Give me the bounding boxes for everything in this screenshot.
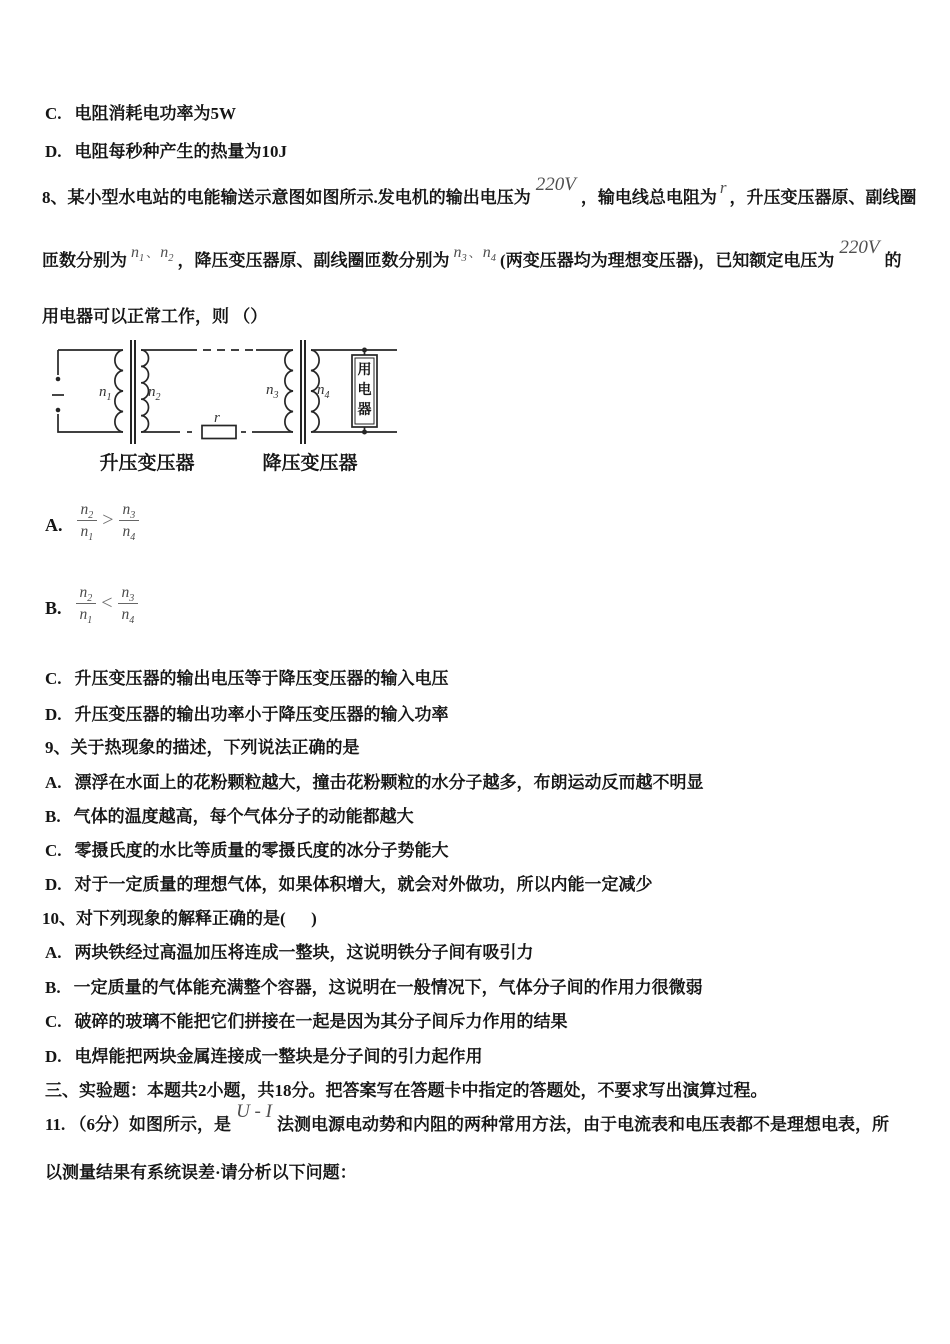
option-text: 气体的温度越高，每个气体分子的动能都越大 xyxy=(73,807,414,826)
option-letter: D. xyxy=(45,1047,62,1066)
q8-stem-line2: 匝数分别为 $n_1$ 、 $n_2$ ，降压变压器原、副线圈匝数分别为 $n_3$ 、 $n_4$ (两变压器均为理想变压器)，已知额定电压为220V的 xyxy=(42,237,902,270)
option-text: 电焊能把两块金属连接成一整块是分子间的引力起作用 xyxy=(74,1047,483,1066)
option-letter: A. xyxy=(45,773,62,792)
terminal-dot xyxy=(56,377,61,382)
option-text: 对于一定质量的理想气体，如果体积增大，就会对外做功，所以内能一定减少 xyxy=(74,875,653,894)
option-text: 升压变压器的输出电压等于降压变压器的输入电压 xyxy=(74,669,449,688)
label-resistor-r: r xyxy=(214,410,220,426)
junction-dot xyxy=(362,430,367,435)
appliance-char: 器 xyxy=(357,403,372,418)
option-letter: B. xyxy=(45,807,61,826)
section3-heading: 三、实验题：本题共2小题，共18分。把答案写在答题卡中指定的答题处，不要求写出演算过程。 xyxy=(45,1081,768,1100)
relation-sign: > xyxy=(102,509,114,532)
q10-stem: 10、对下列现象的解释正确的是( ) xyxy=(42,909,317,928)
appliance-char: 用 xyxy=(357,363,372,378)
q10-option-c xyxy=(45,1011,568,1032)
transformer-circuit-diagram xyxy=(50,334,405,479)
label-n2: $n_2$ xyxy=(148,384,161,403)
q10-option-b xyxy=(45,977,703,998)
option-letter: C. xyxy=(45,841,62,860)
label-n4: $n_4$ xyxy=(317,382,330,401)
label-stepdown-transformer: 降压变压器 xyxy=(262,453,358,474)
q8-option-c xyxy=(45,668,449,689)
option-text: 一定质量的气体能充满整个容器，这说明在一般情况下，气体分子间的作用力很微弱 xyxy=(73,978,703,997)
fraction-n2-n1: $\frac{n_2}{n_1}$ xyxy=(77,501,98,540)
junction-dot xyxy=(362,348,367,353)
q8-stem-line1: 8、某小型水电站的电能输送示意图如图所示.发电机的输出电压为220V，输电线总电阻为r，升压变压器原、副线圈 xyxy=(42,174,917,207)
option-letter: C. xyxy=(45,669,62,688)
coil-n3 xyxy=(285,350,293,432)
option-text: 电阻消耗电功率为5W xyxy=(74,104,237,123)
option-text: 电阻每秒种产生的热量为10J xyxy=(74,142,288,161)
formula-n3-n4: $n_3$ 、 $n_4$ xyxy=(453,244,497,265)
wire xyxy=(58,414,123,432)
appliance-char: 电 xyxy=(357,383,372,398)
q11-stem-line2: 以测量结果有系统误差·请分析以下问题： xyxy=(45,1163,357,1182)
option-text: 漂浮在水面上的花粉颗粒越大，撞击花粉颗粒的水分子越多，布朗运动反而越不明显 xyxy=(74,773,704,792)
q9-option-c xyxy=(45,840,449,861)
fraction-n3-n4: $\frac{n_3}{n_4}$ xyxy=(118,584,139,623)
label-n3: $n_3$ xyxy=(266,382,279,401)
option-letter: D. xyxy=(45,705,62,724)
fraction-n3-n4: $\frac{n_3}{n_4}$ xyxy=(119,501,140,540)
option-letter: D. xyxy=(45,875,62,894)
q10-option-d xyxy=(45,1046,483,1067)
formula-n1-n2: $n_1$ 、 $n_2$ xyxy=(131,244,174,265)
q7-option-d xyxy=(45,141,287,162)
q10-option-a xyxy=(45,942,534,963)
coil-n1 xyxy=(115,350,123,432)
q9-stem: 9、关于热现象的描述，下列说法正确的是 xyxy=(45,738,360,757)
transformer-core xyxy=(131,340,135,444)
formula-220v: 220V xyxy=(535,174,576,195)
terminal-dot xyxy=(56,408,61,413)
option-letter: B. xyxy=(45,598,62,619)
option-letter: C. xyxy=(45,104,62,123)
option-text: 两块铁经过高温加压将连成一整块，这说明铁分子间有吸引力 xyxy=(74,943,534,962)
q9-option-a xyxy=(45,772,704,793)
option-letter: A. xyxy=(45,943,62,962)
q8-option-d xyxy=(45,704,449,725)
fraction-n2-n1: $\frac{n_2}{n_1}$ xyxy=(76,584,97,623)
option-letter: C. xyxy=(45,1012,62,1031)
option-text: 升压变压器的输出功率小于降压变压器的输入功率 xyxy=(74,705,449,724)
q8-option-b xyxy=(45,584,138,627)
formula-u-i: U - I xyxy=(236,1101,272,1122)
formula-r: r xyxy=(719,178,727,197)
option-letter: B. xyxy=(45,978,61,997)
q9-option-d xyxy=(45,874,653,895)
label-n1: $n_1$ xyxy=(99,384,112,403)
line-resistor xyxy=(202,426,236,439)
formula-220v: 220V xyxy=(839,237,880,258)
q11-stem-line1: 11. （6分）如图所示，是U - I法测电源电动势和内阻的两种常用方法，由于电流表和电压表都不是理想电表，所 xyxy=(45,1101,889,1134)
label-stepup-transformer: 升压变压器 xyxy=(99,453,195,474)
option-text: 零摄氏度的水比等质量的零摄氏度的冰分子势能大 xyxy=(74,841,449,860)
relation-sign: < xyxy=(101,592,113,615)
option-text: 破碎的玻璃不能把它们拼接在一起是因为其分子间斥力作用的结果 xyxy=(74,1012,568,1031)
q8-stem-line3: 用电器可以正常工作，则 （） xyxy=(42,307,268,326)
q8-option-a xyxy=(45,501,139,544)
option-letter: A. xyxy=(45,515,63,536)
option-letter: D. xyxy=(45,142,62,161)
transformer-core xyxy=(301,340,305,444)
q9-option-b xyxy=(45,806,414,827)
q7-option-c xyxy=(45,103,236,124)
